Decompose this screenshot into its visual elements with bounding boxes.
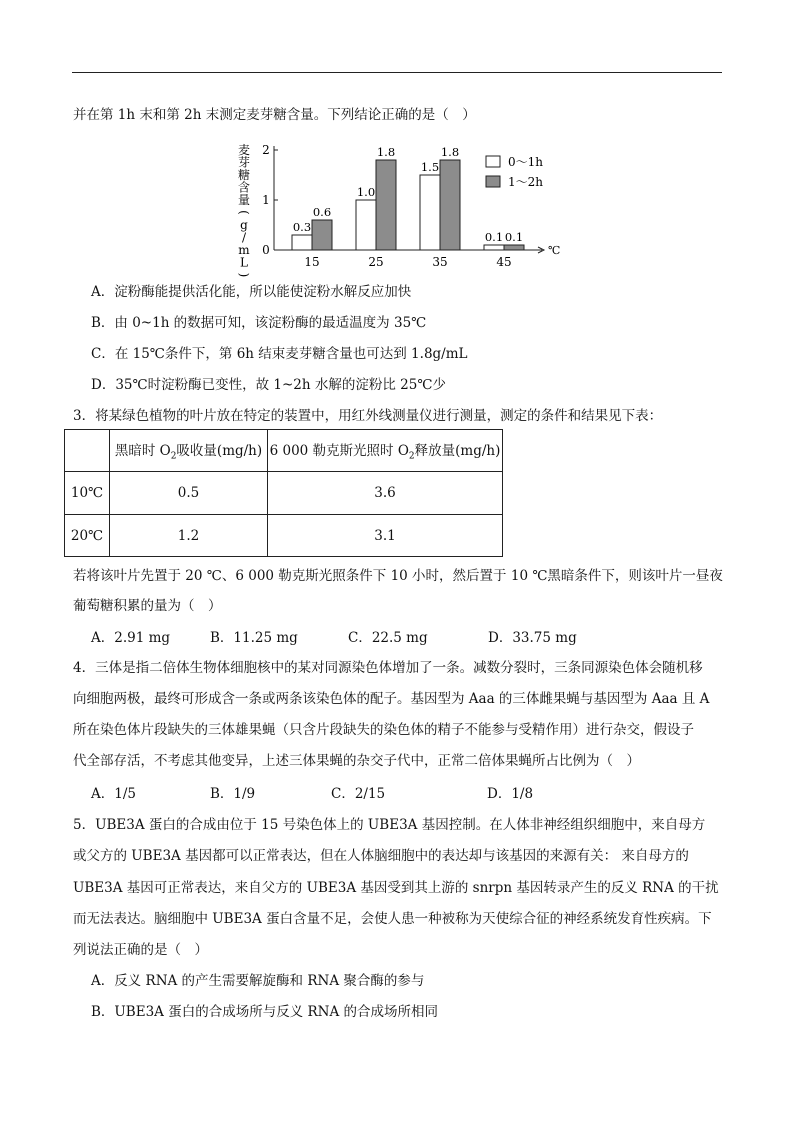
legend-label: 0～1h — [508, 155, 543, 169]
y-tick-label: 2 — [262, 143, 270, 157]
q3-stem: 3．将某绿色植物的叶片放在特定的装置中，用红外线测量仪进行测量，测定的条件和结果见下表： — [73, 408, 663, 424]
bar — [504, 245, 524, 250]
y-axis-label-char: / — [241, 230, 247, 245]
q2-option-b: B．由 0~1h 的数据可知，该淀粉酶的最适温度为 35℃ — [91, 315, 427, 331]
q5-line-5: 列说法正确的是（ ） — [73, 942, 208, 958]
row-temp: 20℃ — [65, 515, 110, 557]
legend-label: 1～2h — [508, 175, 543, 189]
table-corner — [65, 430, 110, 472]
x-axis-unit: ℃ — [548, 244, 561, 257]
q4-line-2: 向细胞两极，最终可形成含一条或两条该染色体的配子。基因型为 Aaa 的三体雌果蝇与基因型为 Aaa 且 A — [73, 691, 710, 707]
x-tick-label: 35 — [432, 255, 448, 269]
q2-option-c: C．在 15℃条件下，第 6h 结束麦芽糖含量也可达到 1.8g/mL — [91, 346, 468, 362]
y-axis-label-char: ) — [237, 272, 251, 278]
bar — [376, 160, 396, 250]
y-axis-label-char: ( — [237, 210, 251, 215]
maltose-bar-chart — [232, 142, 572, 278]
table-row — [65, 472, 503, 515]
y-tick-label: 0 — [262, 243, 270, 257]
data-label: 0.1 — [504, 230, 524, 244]
bar — [420, 175, 440, 250]
q5-line-1: 5．UBE3A 蛋白的合成由位于 15 号染色体上的 UBE3A 基因控制。在人体非神经组织细胞中，来自母方 — [73, 817, 706, 833]
data-label: 0.1 — [484, 230, 504, 244]
q3-option-c: C．22.5 mg — [348, 630, 428, 646]
legend-swatch — [486, 176, 500, 187]
q2-option-d: D．35℃时淀粉酶已变性，故 1~2h 水解的淀粉比 25℃少 — [91, 377, 446, 393]
data-label: 0.3 — [292, 220, 312, 234]
y-axis-label-char: g — [240, 218, 248, 232]
q4-option-a: A．1/5 — [91, 786, 136, 802]
row-temp: 10℃ — [65, 472, 110, 515]
data-label: 1.8 — [440, 145, 460, 159]
bar — [356, 200, 376, 250]
q4-line-3: 所在染色体片段缺失的三体雄果蝇（只含片段缺失的染色体的精子不能参与受精作用）进行杂交，假设子 — [73, 722, 694, 738]
q3-after-line-2: 葡萄糖积累的量为（ ） — [73, 598, 222, 614]
q5-option-b: B．UBE3A 蛋白的合成场所与反义 RNA 的合成场所相同 — [91, 1004, 439, 1020]
bar — [312, 220, 332, 250]
y-axis-label-char: m — [238, 243, 250, 257]
y-axis-label-char: 量 — [237, 193, 251, 207]
legend-swatch — [486, 156, 500, 167]
row-light-value: 3.1 — [268, 515, 503, 557]
row-dark-value: 0.5 — [110, 472, 268, 515]
q2-option-a: A．淀粉酶能提供活化能，所以能使淀粉水解反应加快 — [91, 284, 412, 300]
q3-option-a: A．2.91 mg — [91, 630, 171, 646]
q3-after-line-1: 若将该叶片先置于 20 ℃、6 000 勒克斯光照条件下 10 小时，然后置于 10 ℃黑暗条件下，则该叶片一昼夜 — [73, 568, 723, 584]
header-light-o2: 6 000 勒克斯光照时 $O_2$释放量(mg/h) — [268, 430, 503, 472]
y-axis-label-char: 糖 — [237, 168, 251, 182]
bar — [292, 235, 312, 250]
q5-line-3: UBE3A 基因可正常表达，来自父方的 UBE3A 基因受到其上游的 snrpn 基因转录产生的反义 RNA 的干扰 — [73, 880, 719, 896]
q2-stem-tail: 并在第 1h 末和第 2h 末测定麦芽糖含量。下列结论正确的是（ ） — [73, 107, 476, 123]
row-light-value: 3.6 — [268, 472, 503, 515]
data-label: 1.5 — [420, 160, 440, 174]
table-row — [65, 515, 503, 557]
q4-line-4: 代全部存活，不考虑其他变异，上述三体果蝇的杂交子代中，正常二倍体果蝇所占比例为（ ） — [73, 753, 640, 769]
q3-option-b: B．11.25 mg — [210, 630, 298, 646]
bar — [440, 160, 460, 250]
x-tick-label: 15 — [304, 255, 320, 269]
x-tick-label: 25 — [368, 255, 384, 269]
q5-line-4: 而无法表达。脑细胞中 UBE3A 蛋白含量不足，会使人患一种被称为天使综合征的神经系统发育性疾病。下 — [73, 911, 712, 927]
y-axis-label-char: L — [240, 255, 248, 270]
row-dark-value: 1.2 — [110, 515, 268, 557]
header-rule — [72, 72, 722, 73]
q4-option-b: B．1/9 — [210, 786, 256, 802]
x-tick-label: 45 — [496, 255, 512, 269]
q3-table — [64, 429, 503, 557]
q3-option-d: D．33.75 mg — [488, 630, 577, 646]
q4-line-1: 4．三体是指二倍体生物体细胞核中的某对同源染色体增加了一条。减数分裂时，三条同源染色体会随机移 — [73, 660, 703, 676]
q5-option-a: A．反义 RNA 的产生需要解旋酶和 RNA 聚合酶的参与 — [91, 973, 425, 989]
y-axis-label-char: 芽 — [237, 155, 251, 170]
q4-option-c: C．2/15 — [331, 786, 386, 802]
y-axis-label-char: 含 — [237, 180, 251, 195]
q5-line-2: 或父方的 UBE3A 基因都可以正常表达，但在人体脑细胞中的表达却与该基因的来源有关： 来自母方的 — [73, 848, 689, 864]
data-label: 1.0 — [356, 185, 376, 199]
y-tick-label: 1 — [262, 193, 270, 207]
bar — [484, 245, 504, 250]
q4-option-d: D．1/8 — [487, 786, 534, 802]
data-label: 1.8 — [376, 145, 396, 159]
y-axis-label-char: 麦 — [237, 143, 251, 157]
header-dark-o2: 黑暗时 $O_2$吸收量(mg/h) — [110, 430, 268, 472]
data-label: 0.6 — [312, 205, 332, 219]
